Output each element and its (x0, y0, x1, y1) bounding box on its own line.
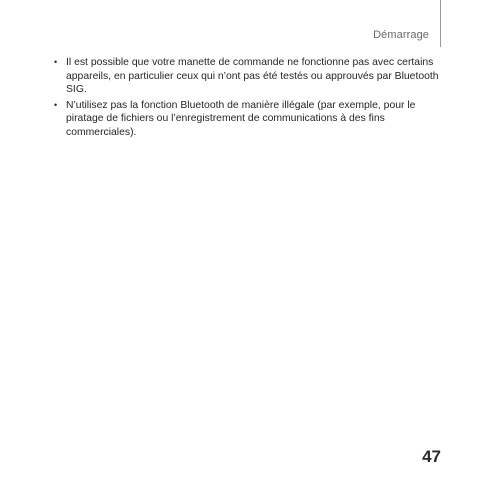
bullet-text: N’utilisez pas la fonction Bluetooth de manière illégale (par exemple, pour le piratage de fichiers ou l’enregistrement de communications à des fins commerciales). (66, 99, 416, 138)
bullet-text: Il est possible que votre manette de commande ne fonctionne pas avec certains appareils, en particulier ceux qui n’ont pas été testés ou approuvés par Bluetooth SIG. (66, 57, 439, 96)
list-item (53, 56, 443, 97)
bullet-list (53, 56, 443, 142)
header-divider (440, 0, 441, 47)
bullet-marker: • (54, 99, 58, 110)
section-header: Démarrage (373, 29, 429, 41)
list-item (53, 99, 443, 140)
bullet-marker: • (54, 57, 58, 67)
page-number: 47 (422, 447, 441, 466)
